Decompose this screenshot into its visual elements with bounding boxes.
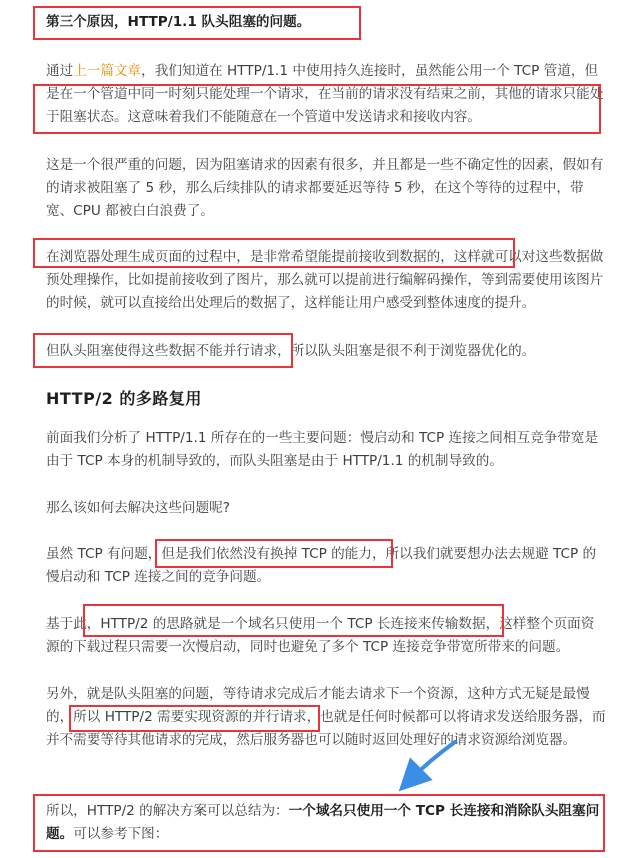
- paragraph-parallel-requests: 另外，就是队头阻塞的问题，等待请求完成后才能去请求下一个资源，这种方式无疑是最慢的，所以 HTTP/2 需要实现资源的并行请求，也就是任何时候都可以将请求发送给服务器，而并不需要等待其他请求的完成，然后服务器也可以随时返回处理好的请求资源给浏览器。: [46, 686, 606, 748]
- paragraph-body: ，我们知道在 HTTP/1.1 中使用持久连接时，虽然能公用一个 TCP 管道，但是在一个管道中同一时刻只能处理一个请求，在当前的请求没有结束之前，其他的请求只能处于阻塞状态。这意味着我们不能随意在一个管道中发送请求和接收内容。: [46, 63, 604, 125]
- solution-prefix: 所以，HTTP/2 的解决方案可以总结为：: [46, 803, 289, 819]
- section-heading-hol-blocking: 第三个原因，HTTP/1.1 队头阻塞的问题。: [46, 14, 311, 30]
- paragraph-no-parallel-requests: 但队头阻塞使得这些数据不能并行请求，所以队头阻塞是很不利于浏览器优化的。: [46, 343, 536, 359]
- paragraph-blocking-problem: 这是一个很严重的问题，因为阻塞请求的因素有很多，并且都是一些不确定性的因素，假如有的请求被阻塞了 5 秒，那么后续排队的请求都要延迟等待 5 秒，在这个等待的过程中，带宽、CPU 都被白白浪费了。: [46, 157, 604, 219]
- paragraph-prefix: 通过: [46, 63, 74, 79]
- solution-suffix: 可以参考下图：: [73, 826, 169, 842]
- paragraph-tcp-limit: 虽然 TCP 有问题，但是我们依然没有换掉 TCP 的能力，所以我们就要想办法去规避 TCP 的慢启动和 TCP 连接之间的竞争问题。: [46, 546, 597, 585]
- paragraph-single-connection: 基于此，HTTP/2 的思路就是一个域名只使用一个 TCP 长连接来传输数据，这样整个页面资源的下载过程只需要一次慢启动，同时也避免了多个 TCP 连接竞争带宽所带来的问题。: [46, 616, 595, 655]
- paragraph-browser-preprocessing: 在浏览器处理生成页面的过程中，是非常希望能提前接收到数据的，这样就可以对这些数据做预处理操作，比如提前接收到了图片，那么就可以提前进行编解码操作，等到需要使用该图片的时候，就可以直接给出处理后的数据了，这样能让用户感受到整体速度的提升。: [46, 249, 604, 311]
- paragraph-http11-problems: 前面我们分析了 HTTP/1.1 所存在的一些主要问题：慢启动和 TCP 连接之间相互竞争带宽是由于 TCP 本身的机制导致的，而队头阻塞是由于 HTTP/1.1 的机制导致的。: [46, 430, 599, 469]
- solution-bold-text: 一个域名只使用一个 TCP 长连接和消除队头阻塞问题。: [46, 803, 600, 842]
- section-heading-http2-multiplexing: HTTP/2 的多路复用: [46, 389, 202, 408]
- paragraph-question: 那么该如何去解决这些问题呢?: [46, 500, 230, 516]
- previous-article-link[interactable]: 上一篇文章: [73, 63, 142, 79]
